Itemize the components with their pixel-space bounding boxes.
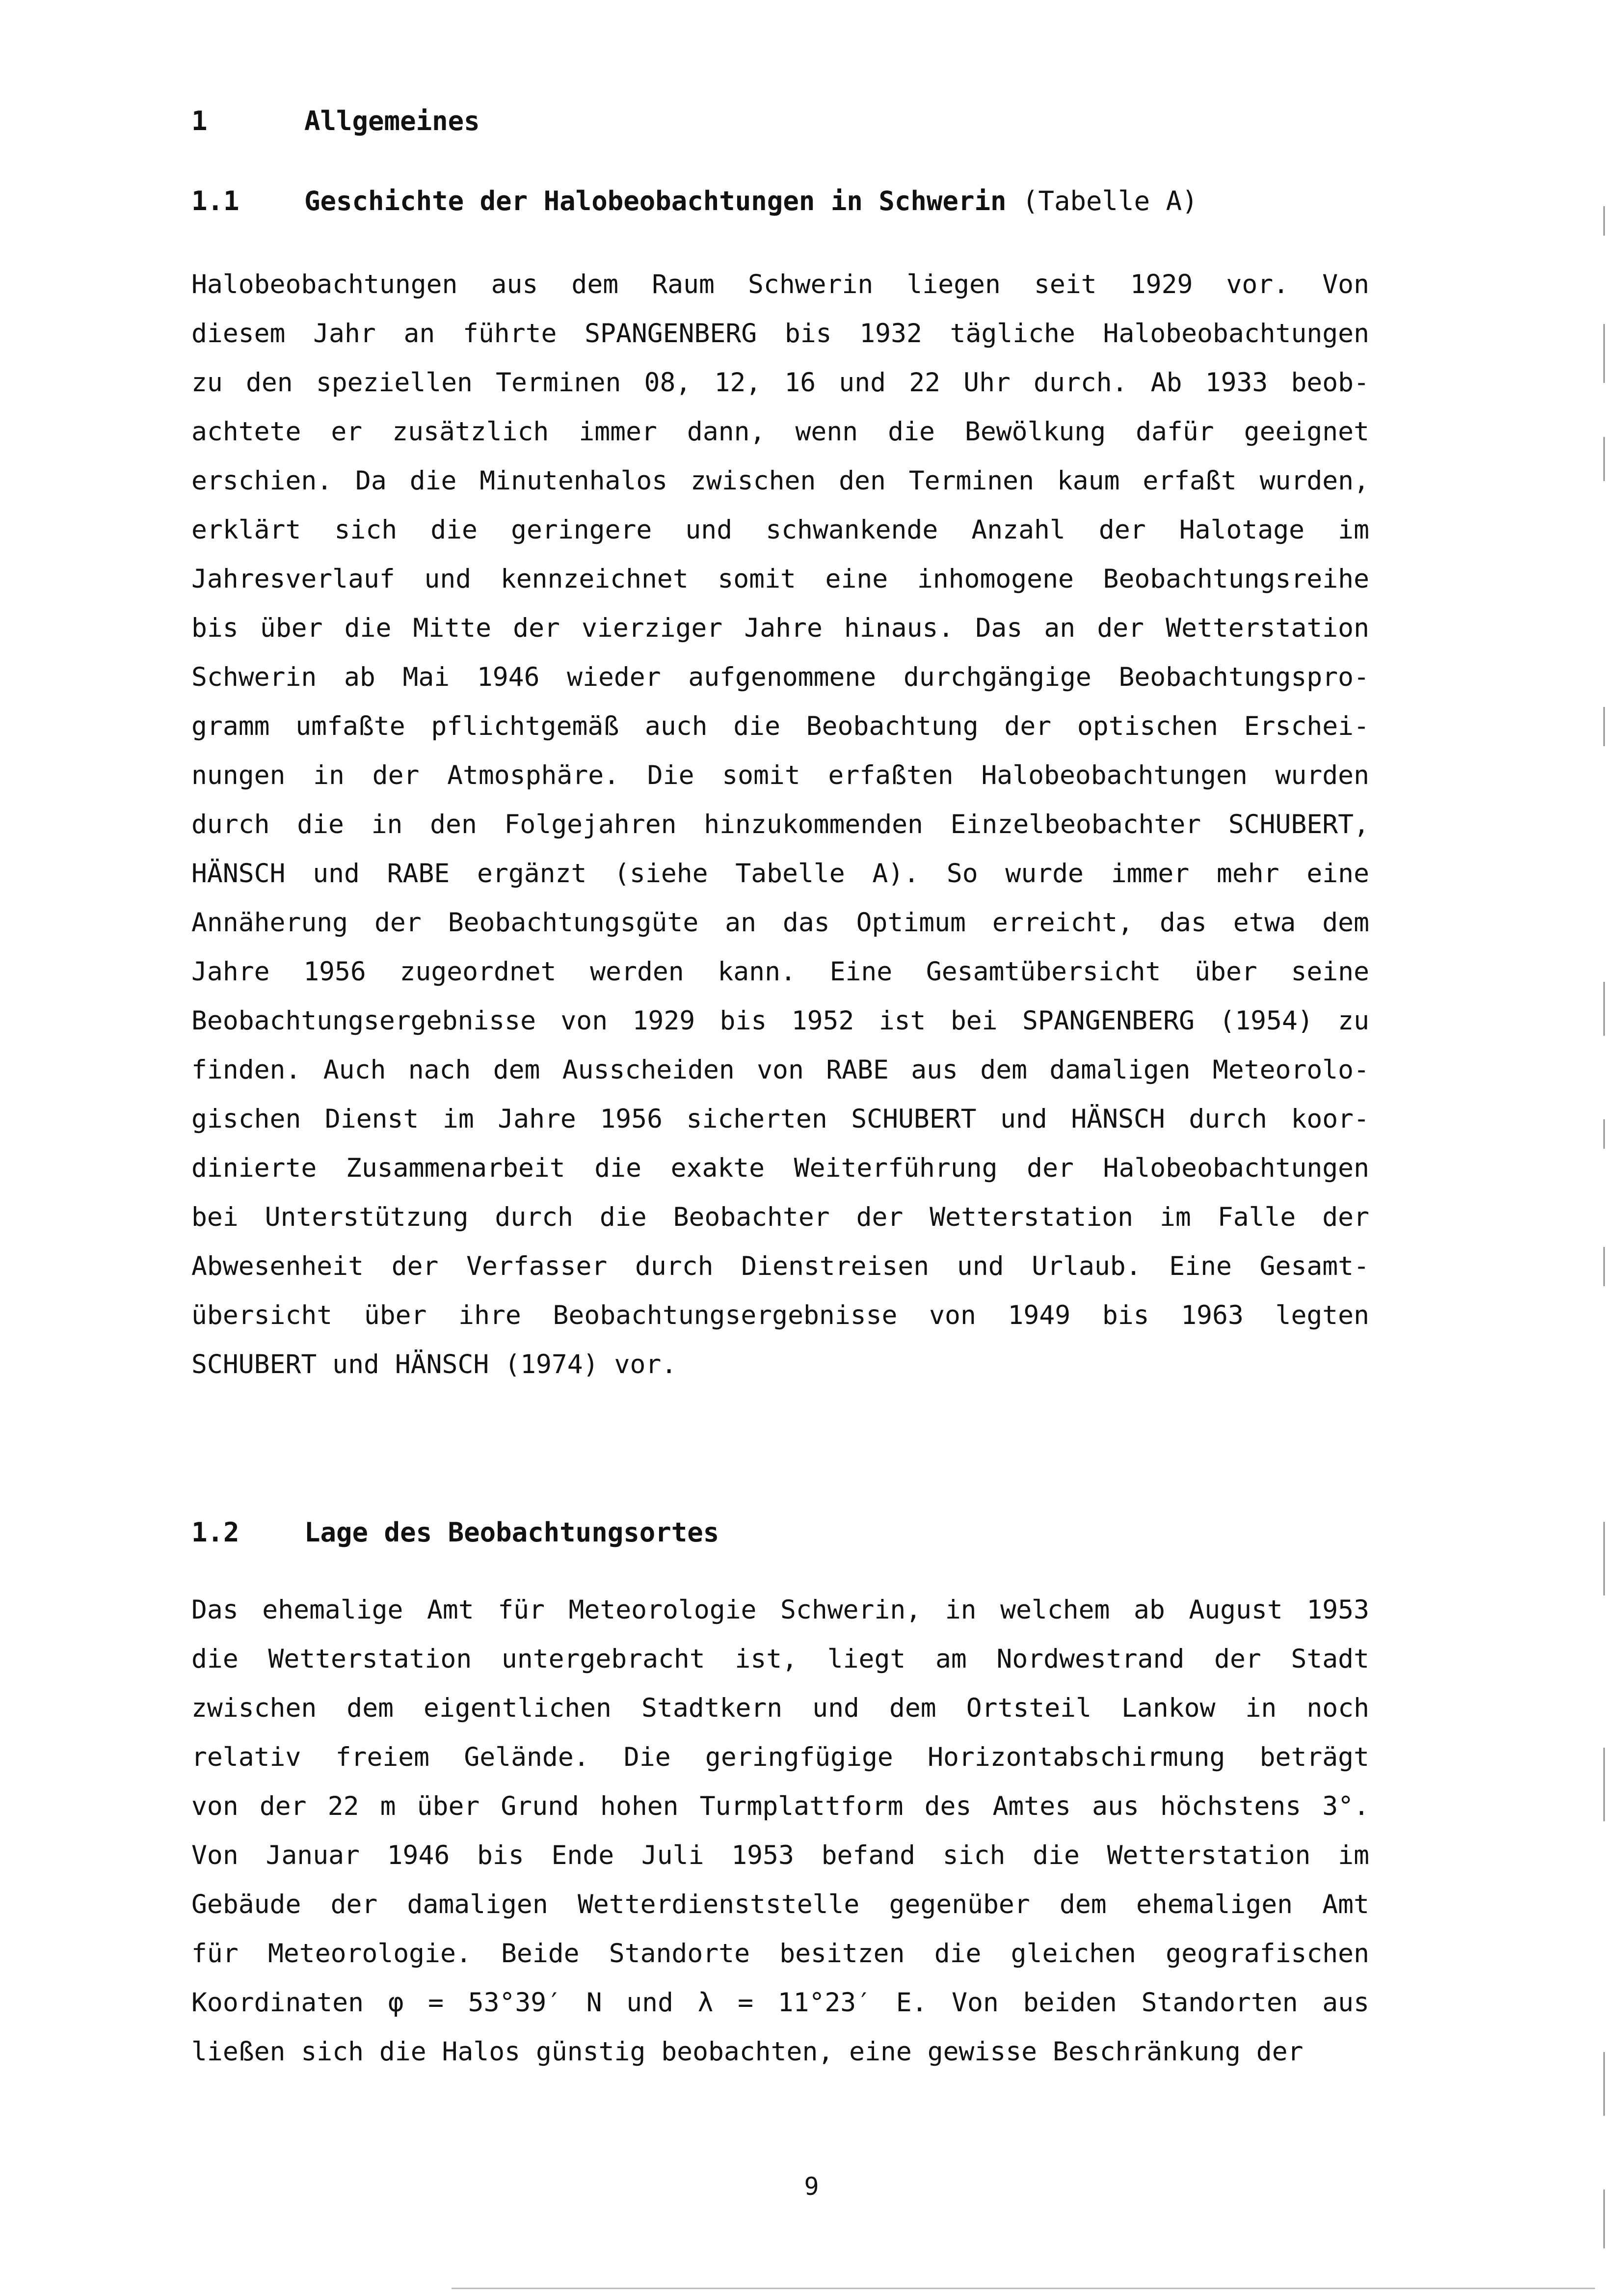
section-heading-1-1	[191, 186, 1198, 216]
text-line: Annäherung der Beobachtungsgüte an das Optimum erreicht, das etwa dem	[191, 908, 1369, 938]
text-line: erschien. Da die Minutenhalos zwischen den Terminen kaum erfaßt wurden,	[191, 466, 1369, 496]
text-line: Gebäude der damaligen Wetterdienststelle gegenüber dem ehemaligen Amt	[191, 1890, 1369, 1919]
text-line: nungen in der Atmosphäre. Die somit erfaßten Halobeobachtungen wurden	[191, 760, 1369, 790]
text-line: dinierte Zusammenarbeit die exakte Weiterführung der Halobeobachtungen	[191, 1153, 1369, 1183]
text-line: übersicht über ihre Beobachtungsergebnisse von 1949 bis 1963 legten	[191, 1300, 1369, 1330]
scan-edge-mark	[1603, 1247, 1605, 1286]
scan-bottom-rule	[452, 2288, 1595, 2289]
section-number: 1.1	[191, 186, 239, 216]
text-line: bei Unterstützung durch die Beobachter der Wetterstation im Falle der	[191, 1202, 1369, 1232]
section-title-suffix: (Tabelle A)	[1022, 186, 1198, 216]
scan-edge-mark	[1603, 206, 1605, 236]
text-line: finden. Auch nach dem Ausscheiden von RABE aus dem damaligen Meteorolo-	[191, 1055, 1369, 1085]
text-line: Das ehemalige Amt für Meteorologie Schwerin, in welchem ab August 1953	[191, 1595, 1369, 1625]
section-title: Allgemeines	[304, 106, 480, 136]
text-line: achtete er zusätzlich immer dann, wenn die Bewölkung dafür geeignet	[191, 417, 1369, 447]
text-line: SCHUBERT und HÄNSCH (1974) vor.	[191, 1350, 677, 1379]
text-line: Jahre 1956 zugeordnet werden kann. Eine Gesamtübersicht über seine	[191, 957, 1369, 987]
text-line: diesem Jahr an führte SPANGENBERG bis 1932 tägliche Halobeobachtungen	[191, 319, 1369, 349]
text-line: relativ freiem Gelände. Die geringfügige Horizontabschirmung beträgt	[191, 1742, 1369, 1772]
scan-edge-mark	[1603, 982, 1605, 1036]
section-heading-1	[191, 106, 480, 136]
scan-edge-mark	[1603, 2189, 1605, 2248]
section-number: 1.2	[191, 1517, 239, 1548]
text-line: von der 22 m über Grund hohen Turmplattform des Amtes aus höchstens 3°.	[191, 1791, 1369, 1821]
text-line: Von Januar 1946 bis Ende Juli 1953 befand sich die Wetterstation im	[191, 1840, 1369, 1870]
text-line: durch die in den Folgejahren hinzukommenden Einzelbeobachter SCHUBERT,	[191, 810, 1369, 839]
text-line: zu den speziellen Terminen 08, 12, 16 und 22 Uhr durch. Ab 1933 beob-	[191, 368, 1369, 398]
text-line: zwischen dem eigentlichen Stadtkern und dem Ortsteil Lankow in noch	[191, 1693, 1369, 1723]
scan-edge-mark	[1603, 437, 1605, 481]
text-line: gischen Dienst im Jahre 1956 sicherten SCHUBERT und HÄNSCH durch koor-	[191, 1104, 1369, 1134]
section-title: Geschichte der Halobeobachtungen in Schwerin	[304, 186, 1007, 216]
text-line: Koordinaten φ = 53°39′ N und λ = 11°23′ E. Von beiden Standorten aus	[191, 1988, 1369, 2018]
paragraph-history	[191, 260, 1369, 1389]
scan-edge-mark	[1603, 2052, 1605, 2116]
scan-edge-mark	[1603, 1748, 1605, 1821]
text-line: ließen sich die Halos günstig beobachten, eine gewisse Beschränkung der	[191, 2037, 1304, 2067]
text-line: die Wetterstation untergebracht ist, liegt am Nordwestrand der Stadt	[191, 1644, 1369, 1674]
text-line: Schwerin ab Mai 1946 wieder aufgenommene durchgängige Beobachtungspro-	[191, 662, 1369, 692]
section-title: Lage des Beobachtungsortes	[304, 1517, 719, 1548]
scan-edge-mark	[1603, 707, 1605, 746]
section-number: 1	[191, 106, 208, 136]
text-line: Jahresverlauf und kennzeichnet somit eine inhomogene Beobachtungsreihe	[191, 564, 1369, 594]
text-line: Abwesenheit der Verfasser durch Dienstreisen und Urlaub. Eine Gesamt-	[191, 1251, 1369, 1281]
text-line: erklärt sich die geringere und schwankende Anzahl der Halotage im	[191, 515, 1369, 545]
text-line: gramm umfaßte pflichtgemäß auch die Beobachtung der optischen Erschei-	[191, 711, 1369, 741]
text-line: bis über die Mitte der vierziger Jahre hinaus. Das an der Wetterstation	[191, 613, 1369, 643]
text-line: HÄNSCH und RABE ergänzt (siehe Tabelle A). So wurde immer mehr eine	[191, 859, 1369, 889]
section-heading-1-2	[191, 1517, 719, 1548]
scan-edge-mark	[1603, 324, 1605, 383]
scan-edge-mark	[1603, 1522, 1605, 1595]
paragraph-location	[191, 1586, 1369, 2077]
page-number: 9	[804, 2172, 819, 2201]
text-line: Beobachtungsergebnisse von 1929 bis 1952 ist bei SPANGENBERG (1954) zu	[191, 1006, 1369, 1036]
text-line: für Meteorologie. Beide Standorte besitzen die gleichen geografischen	[191, 1939, 1369, 1969]
scan-edge-mark	[1603, 1119, 1605, 1149]
text-line: Halobeobachtungen aus dem Raum Schwerin liegen seit 1929 vor. Von	[191, 270, 1369, 299]
